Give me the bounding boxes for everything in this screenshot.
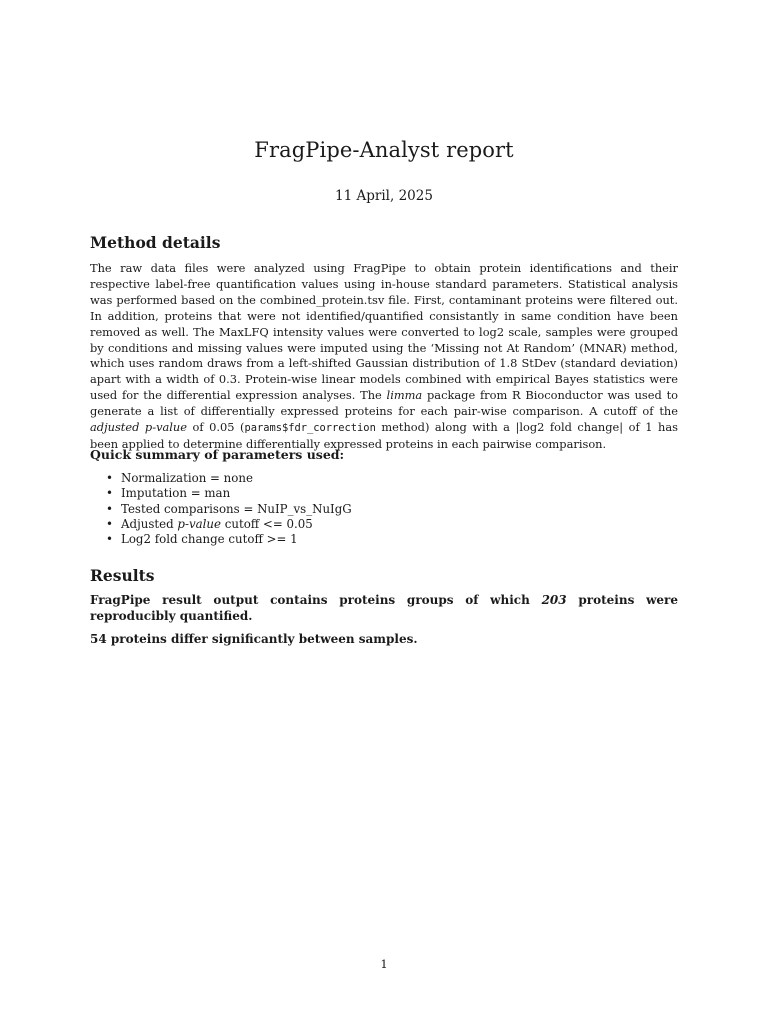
limma-term: limma: [386, 388, 423, 403]
method-text-4: method) along with a |log2 fold change| of 1 has been applied to determine differentially expressed proteins in each pairwise comparison.: [90, 420, 678, 451]
param-log2fc: • Log2 fold change cutoff >= 1: [90, 532, 352, 547]
method-text-1: The raw data files were analyzed using FragPipe to obtain protein identifications and their respective label-free quantification values using in-house standard parameters. Statistical analysis was performed based on the combined_protein.tsv file. First, contaminant proteins were filtered out. In addition, proteins that were not identified/quantified consistantly in same condition have been removed as well. The MaxLFQ intensity values were converted to log2 scale, samples were grouped by conditions and missing values were imputed using the ‘Missing not At Random’ (MNAR) method, which uses random draws from a left-shifted Gaussian distribution of 1.8 StDev (standard deviation) apart with a width of 0.3. Protein-wise linear models combined with empirical Bayes statistics were used for the differential expression analyses. The: [90, 261, 678, 403]
report-title: FragPipe-Analyst report: [254, 138, 514, 162]
method-paragraph: [90, 261, 678, 453]
results-line1-prefix: FragPipe result output contains proteins groups of which: [90, 593, 542, 607]
page-number: 1: [380, 957, 388, 971]
parameter-list: [90, 471, 352, 547]
param-normalization: • Normalization = none: [90, 471, 352, 486]
param-adj-pvalue: p-value: [177, 516, 221, 531]
results-heading: Results: [90, 566, 155, 585]
param-adjusted-pvalue: [90, 517, 352, 532]
reproducible-count: 203: [541, 593, 567, 607]
adjusted-pvalue-term: adjusted p-value: [90, 420, 188, 435]
quick-summary-heading: Quick summary of parameters used:: [90, 447, 345, 462]
results-significant: 54 proteins differ significantly between samples.: [90, 632, 418, 646]
param-comparisons: • Tested comparisons = NuIP_vs_NuIgG: [90, 502, 352, 517]
results-reproducible: [90, 593, 678, 624]
method-details-heading: Method details: [90, 233, 221, 252]
method-text-3: of 0.05 (: [187, 420, 245, 435]
report-date: 11 April, 2025: [335, 188, 433, 204]
results-line1-suffix: proteins were reproducibly quantified.: [90, 593, 678, 623]
param-adj-prefix: Adjusted: [121, 516, 178, 531]
param-adj-suffix: cutoff <= 0.05: [221, 516, 313, 531]
param-imputation: • Imputation = man: [90, 486, 352, 501]
method-text-2: package from R Bioconductor was used to generate a list of differentially expressed proteins for each pair-wise comparison. A cutoff of the: [90, 388, 678, 419]
fdr-correction-code: params$fdr_correction: [244, 422, 376, 435]
